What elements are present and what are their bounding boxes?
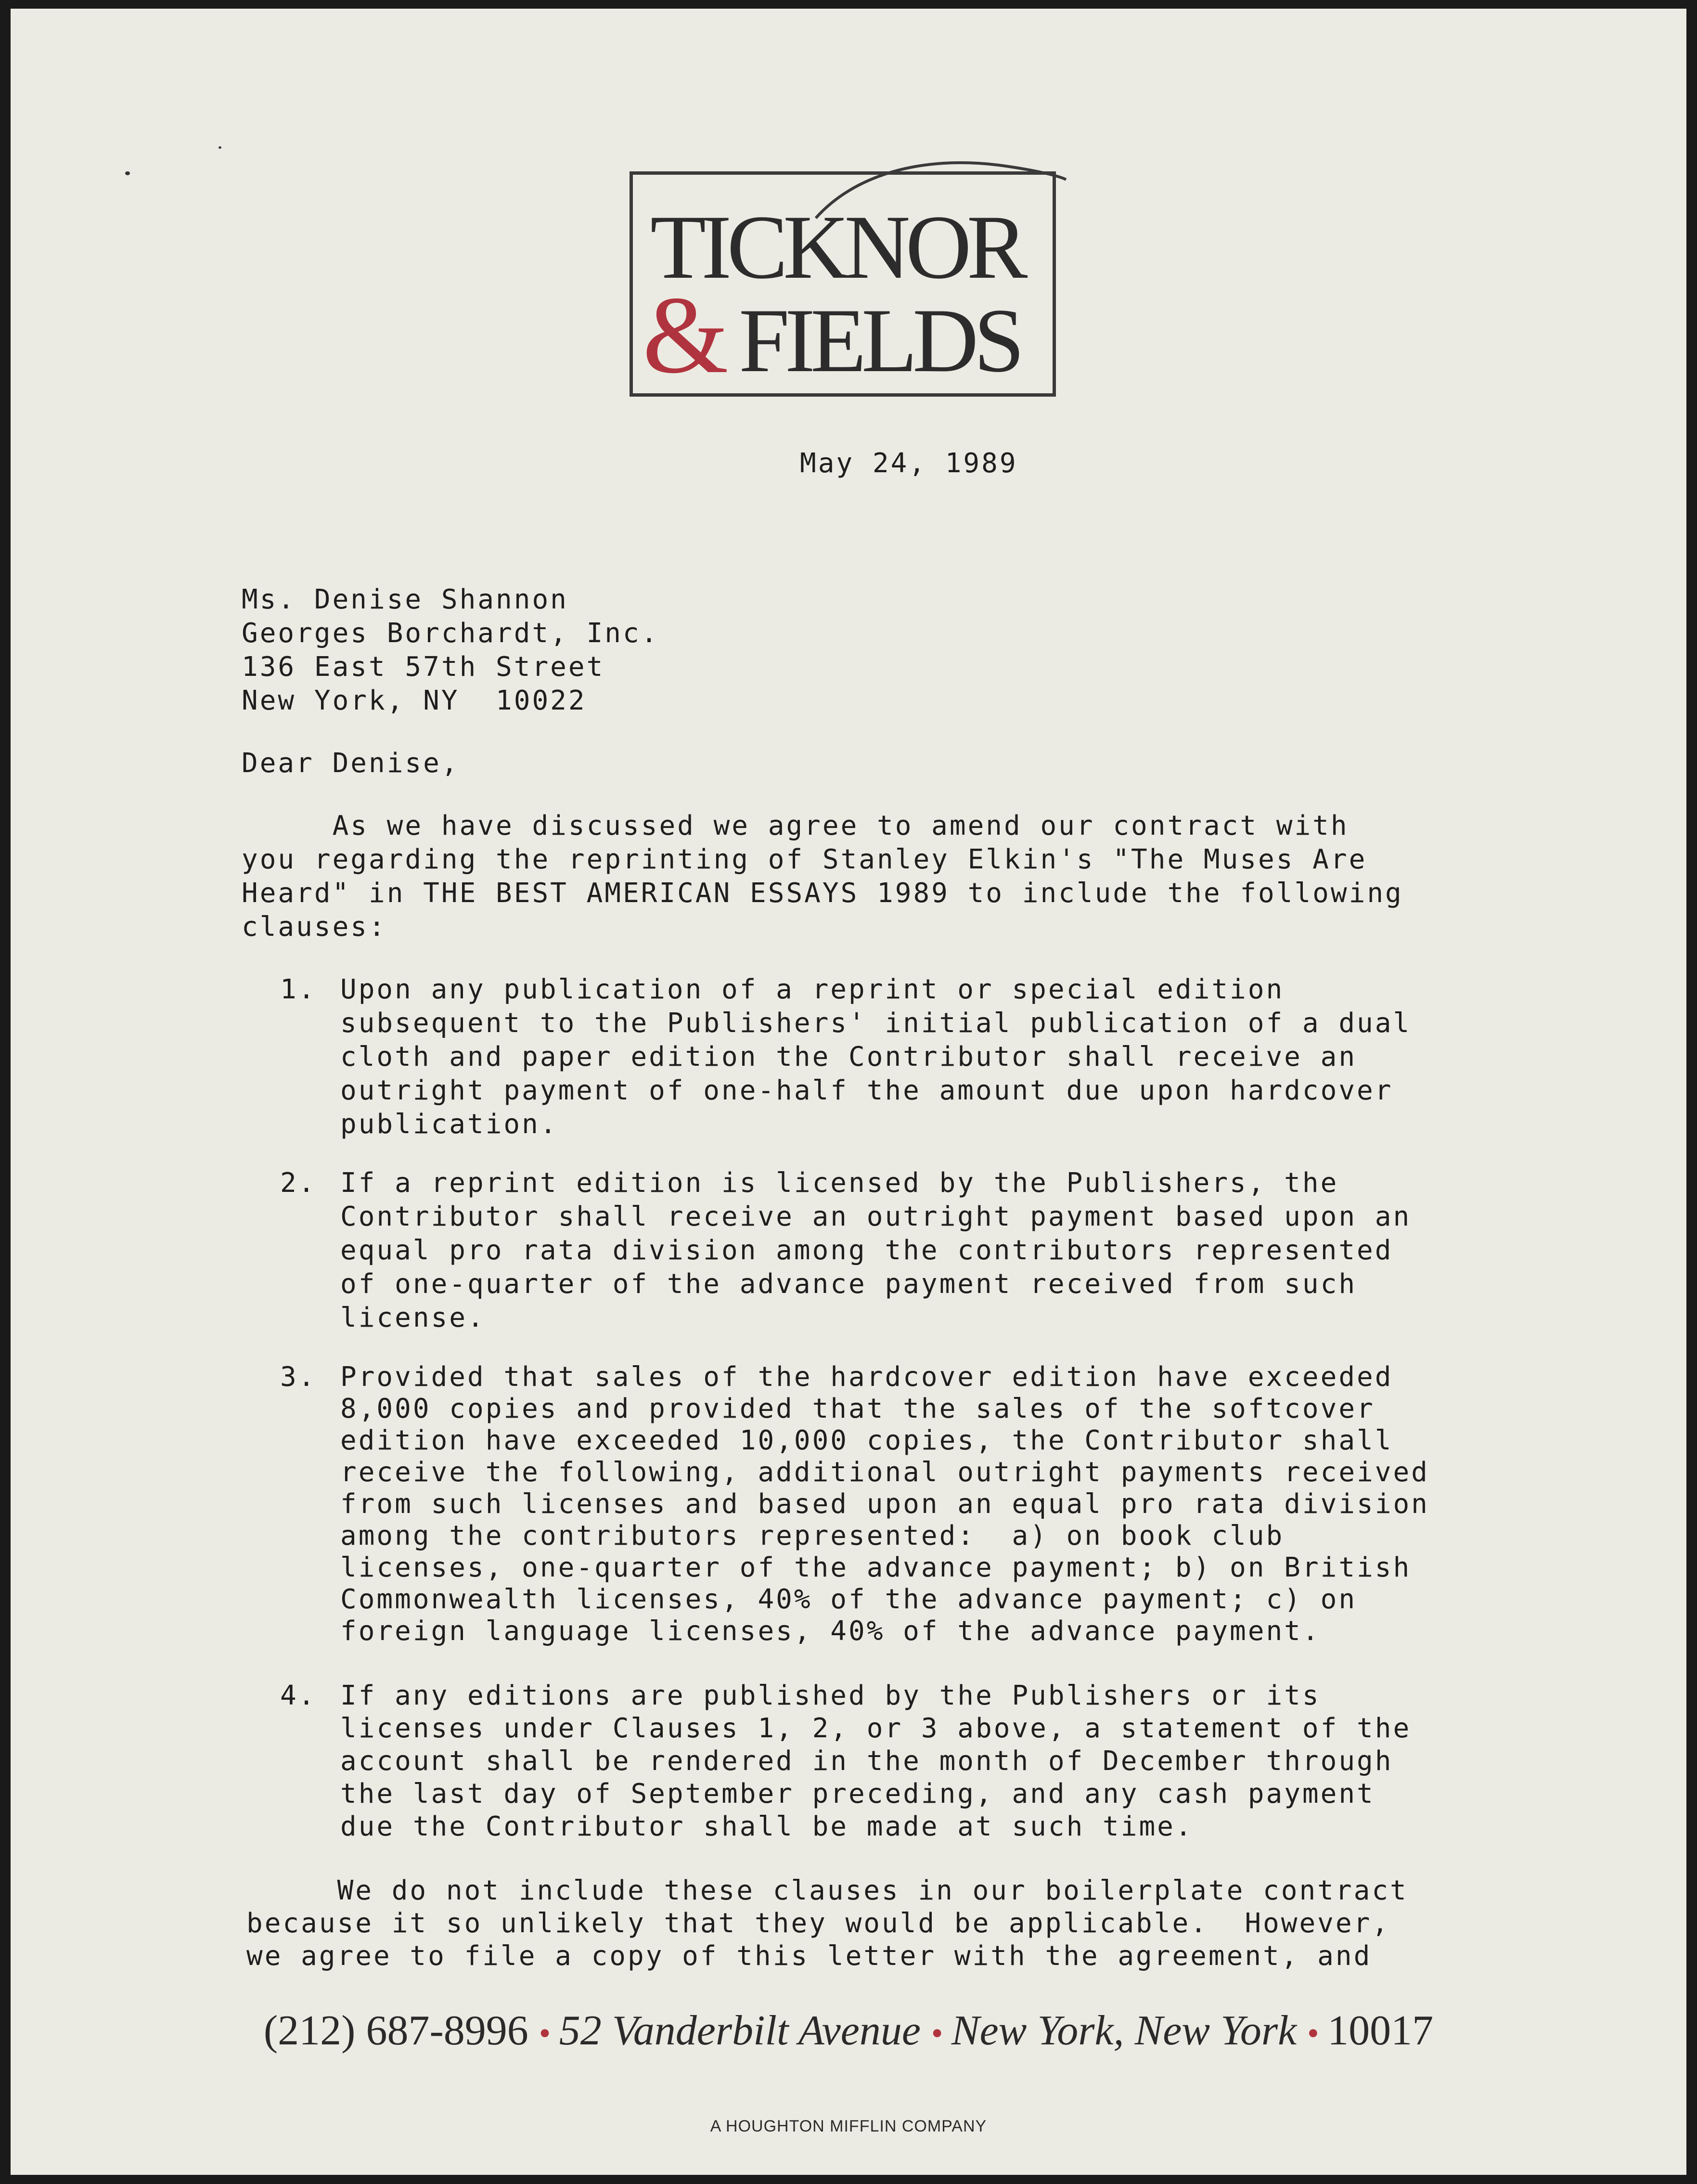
letter-page: [11, 9, 1686, 2175]
body-line: As we have discussed we agree to amend our contract with: [242, 810, 1349, 841]
clause-line: due the Contributor shall be made at such time.: [340, 1811, 1194, 1842]
paper-speck: [125, 171, 130, 175]
clause-line: Upon any publication of a reprint or special edition: [340, 974, 1285, 1005]
footer-separator-dot: •: [1307, 2015, 1328, 2052]
body-line: Heard" in THE BEST AMERICAN ESSAYS 1989 to include the following: [242, 878, 1403, 909]
footer-company: A HOUGHTON MIFFLIN COMPANY: [710, 2117, 987, 2135]
clause-line: Commonwealth licenses, 40% of the advance payment; c) on: [340, 1584, 1357, 1615]
body-line: because it so unlikely that they would be applicable. However,: [246, 1908, 1390, 1939]
letter-date: May 24, 1989: [800, 448, 1018, 479]
clause-line: subsequent to the Publishers' initial publication of a dual: [340, 1008, 1412, 1039]
logo-ampersand: &: [643, 273, 729, 396]
clause-line: the last day of September preceding, and any cash payment: [340, 1778, 1375, 1809]
clause-line: publication.: [340, 1109, 558, 1140]
clause-line: Contributor shall receive an outright payment based upon an: [340, 1201, 1412, 1232]
letterhead-footer: [11, 2006, 1686, 2055]
clause-number: 2.: [280, 1167, 317, 1199]
clause-line: equal pro rata division among the contributors represented: [340, 1235, 1393, 1266]
logo-fields: FIELDS: [739, 290, 1020, 391]
salutation: Dear Denise,: [242, 748, 460, 779]
clause-line: licenses under Clauses 1, 2, or 3 above, a statement of the: [340, 1713, 1412, 1744]
body-line: we agree to file a copy of this letter with the agreement, and: [246, 1940, 1372, 1972]
clause-number: 1.: [280, 974, 317, 1005]
clause-line: foreign language licenses, 40% of the advance payment.: [340, 1615, 1321, 1647]
paper-speck: [219, 146, 221, 149]
footer-separator-dot: •: [931, 2015, 951, 2052]
clause-line: outright payment of one-half the amount due upon hardcover: [340, 1075, 1393, 1106]
clause-line: If any editions are published by the Publishers or its: [340, 1680, 1321, 1711]
clause-line: receive the following, additional outright payments received: [340, 1457, 1429, 1488]
logo-ticknor: TICKNOR: [650, 197, 1023, 298]
clause-line: edition have exceeded 10,000 copies, the Contributor shall: [340, 1425, 1393, 1456]
clause-line: Provided that sales of the hardcover edition have exceeded: [340, 1361, 1393, 1393]
clause-line: among the contributors represented: a) on book club: [340, 1520, 1285, 1551]
body-line: clauses:: [242, 911, 387, 943]
company-logo: [630, 171, 1056, 397]
clause-number: 3.: [280, 1361, 317, 1393]
clause-line: 8,000 copies and provided that the sales of the softcover: [340, 1393, 1375, 1424]
clause-line: cloth and paper edition the Contributor shall receive an: [340, 1041, 1357, 1073]
recipient-line: Georges Borchardt, Inc.: [242, 618, 659, 649]
clause-line: license.: [340, 1302, 486, 1333]
footer-street: 52 Vanderbilt Avenue: [559, 2007, 921, 2054]
clause-line: If a reprint edition is licensed by the Publishers, the: [340, 1167, 1339, 1199]
clause-line: of one-quarter of the advance payment received from such: [340, 1268, 1357, 1300]
recipient-line: Ms. Denise Shannon: [242, 584, 568, 615]
body-line: We do not include these clauses in our boilerplate contract: [246, 1875, 1408, 1906]
footer-zip: 10017: [1327, 2007, 1434, 2054]
footer-city: New York, New York: [951, 2007, 1297, 2054]
logo-swash: [797, 146, 1085, 204]
clause-number: 4.: [280, 1680, 317, 1711]
body-line: you regarding the reprinting of Stanley Elkin's "The Muses Are: [242, 844, 1367, 875]
clause-line: from such licenses and based upon an equal pro rata division: [340, 1488, 1429, 1520]
footer-separator-dot: •: [539, 2015, 559, 2052]
clause-line: licenses, one-quarter of the advance payment; b) on British: [340, 1552, 1412, 1583]
recipient-line: New York, NY 10022: [242, 685, 587, 716]
footer-phone: (212) 687-8996: [263, 2007, 528, 2054]
clause-line: account shall be rendered in the month of December through: [340, 1745, 1393, 1777]
recipient-line: 136 East 57th Street: [242, 651, 605, 683]
